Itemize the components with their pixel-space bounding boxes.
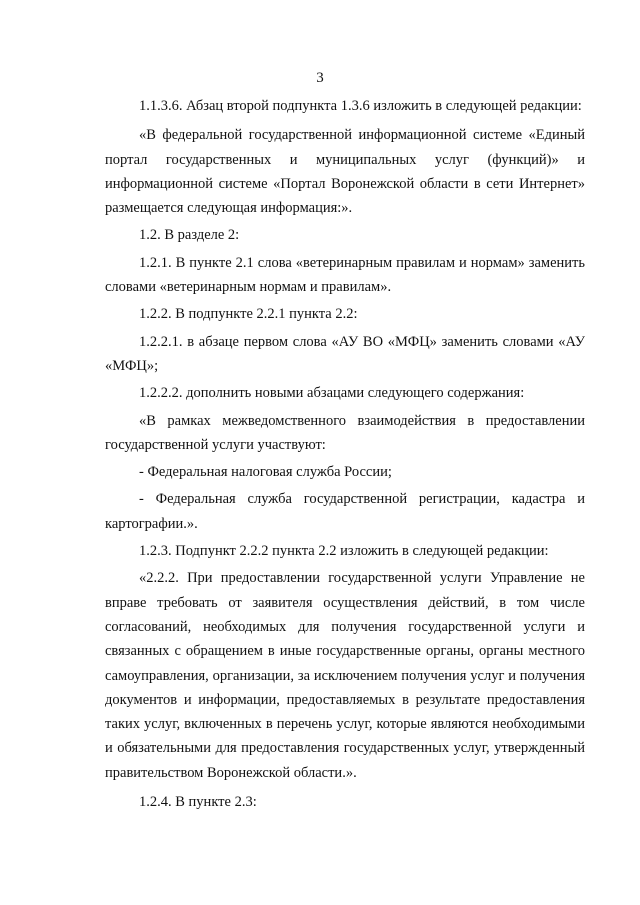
paragraph-1-1-3-6: 1.1.3.6. Абзац второй подпункта 1.3.6 изложить в следующей редакции: [139,98,582,114]
document-body [105,94,585,814]
paragraph-1-2-2-1: 1.2.2.1. в абзаце первом слова «АУ ВО «МФЦ» заменить словами «АУ «МФЦ»; [105,333,585,374]
paragraph-1-2-2: 1.2.2. В подпункте 2.2.1 пункта 2.2: [139,306,358,323]
paragraph-quote-2-2-2: «2.2.2. При предоставлении государственной услуги Управление не вправе требовать от заявителя осуществления действий, в том числе согласований, необходимых для получения государственной услуги и связанных с обращением в иные государственные органы, органы местного самоуправления, организации, за исключением получения услуг и получения документов и информации, предоставляемых в результате предоставления таких услуг, включенных в перечень услуг, которые являются необходимыми и обязательными для предоставления государственных услуг, утвержденный правительством Воронежской области.». [105,570,585,781]
list-item-registration-service: - Федеральная служба государственной регистрации, кадастра и картографии.». [105,491,585,532]
paragraph-quote-interaction: «В рамках межведомственного взаимодействия в предоставлении государственной услуги участвуют: [105,412,585,453]
paragraph-quote-portal: «В федеральной государственной информационной системе «Единый портал государственных и муниципальных услуг (функций)» и информационной системе «Портал Воронежской области в сети Интернет» размещается следующая информация:». [105,127,585,217]
page-number: 3 [316,70,324,86]
paragraph-1-2-3: 1.2.3. Подпункт 2.2.2 пункта 2.2 изложить в следующей редакции: [139,543,549,560]
list-item-tax-service: - Федеральная налоговая служба России; [139,464,392,481]
paragraph-1-2: 1.2. В разделе 2: [139,227,240,244]
paragraph-1-2-4: 1.2.4. В пункте 2.3: [139,794,257,811]
paragraph-1-2-2-2: 1.2.2.2. дополнить новыми абзацами следующего содержания: [139,385,525,402]
paragraph-1-2-1: 1.2.1. В пункте 2.1 слова «ветеринарным правилам и нормам» заменить словами «ветеринарным нормам и правилам». [105,254,585,296]
